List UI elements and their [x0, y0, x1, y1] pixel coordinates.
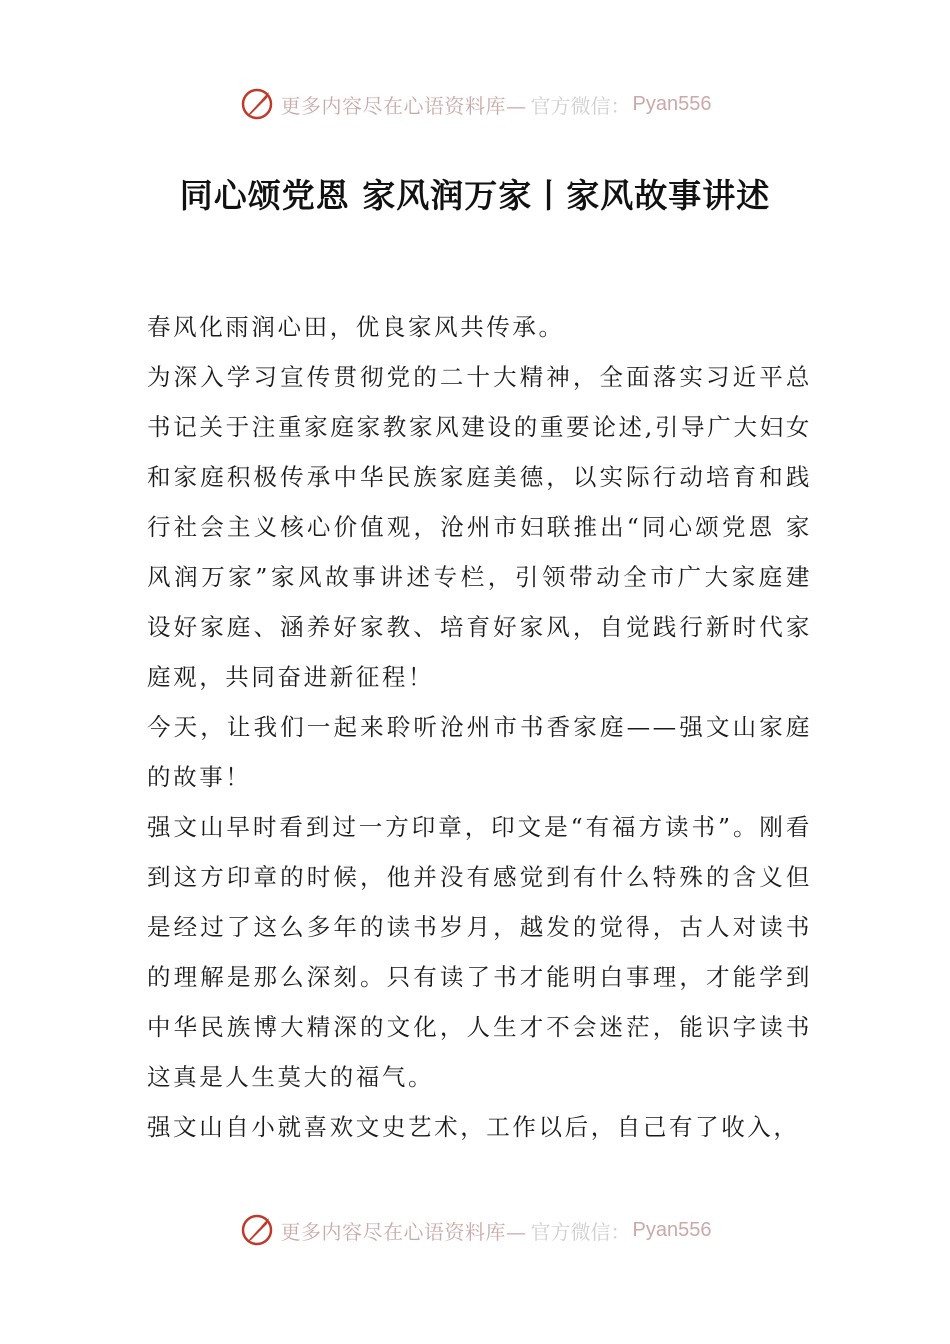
- paragraph: 为深入学习宣传贯彻党的二十大精神，全面落实习近平总书记关于注重家庭家教家风建设的重要论述,引导广大妇女和家庭积极传承中华民族家庭美德，以实际行动培育和践行社会主义核心价值观，沧州市妇联推出“同心颂党恩 家风润万家”家风故事讲述专栏，引领带动全市广大家庭建设好家庭、涵养好家教、培育好家风，自觉践行新时代家庭观，共同奋进新征程！: [147, 363, 812, 691]
- quill-pen-logo-icon: [239, 1212, 275, 1248]
- paragraph: 今天，让我们一起来聆听沧州市书香家庭——强文山家庭的故事！: [147, 713, 812, 791]
- banner-main-text: 更多内容尽在心语资料库—: [280, 1219, 527, 1244]
- banner-wechat-label: 官方微信：: [530, 1219, 631, 1244]
- document-body: [147, 302, 812, 1152]
- quill-pen-logo-icon: [239, 86, 275, 122]
- document-title: 同心颂党恩 家风润万家丨家风故事讲述: [179, 176, 771, 215]
- header-watermark-banner: [0, 84, 950, 124]
- paragraph: 强文山自小就喜欢文史艺术，工作以后，自己有了收入，: [147, 1113, 800, 1141]
- banner-main-text: 更多内容尽在心语资料库—: [280, 93, 527, 118]
- paragraph: 强文山早时看到过一方印章，印文是“有福方读书”。刚看到这方印章的时候，他并没有感觉到有什么特殊的含义但是经过了这么多年的读书岁月，越发的觉得，古人对读书的理解是那么深刻。只有读了书才能明白事理，才能学到中华民族博大精深的文化，人生才不会迷茫，能识字读书这真是人生莫大的福气。: [147, 813, 812, 1091]
- paragraph: 春风化雨润心田，优良家风共传承。: [147, 313, 565, 341]
- banner-wechat-id: Pyan556: [632, 92, 712, 115]
- banner-wechat-id: Pyan556: [632, 1218, 712, 1241]
- banner-wechat-label: 官方微信：: [530, 93, 631, 118]
- footer-watermark-banner: [0, 1210, 950, 1250]
